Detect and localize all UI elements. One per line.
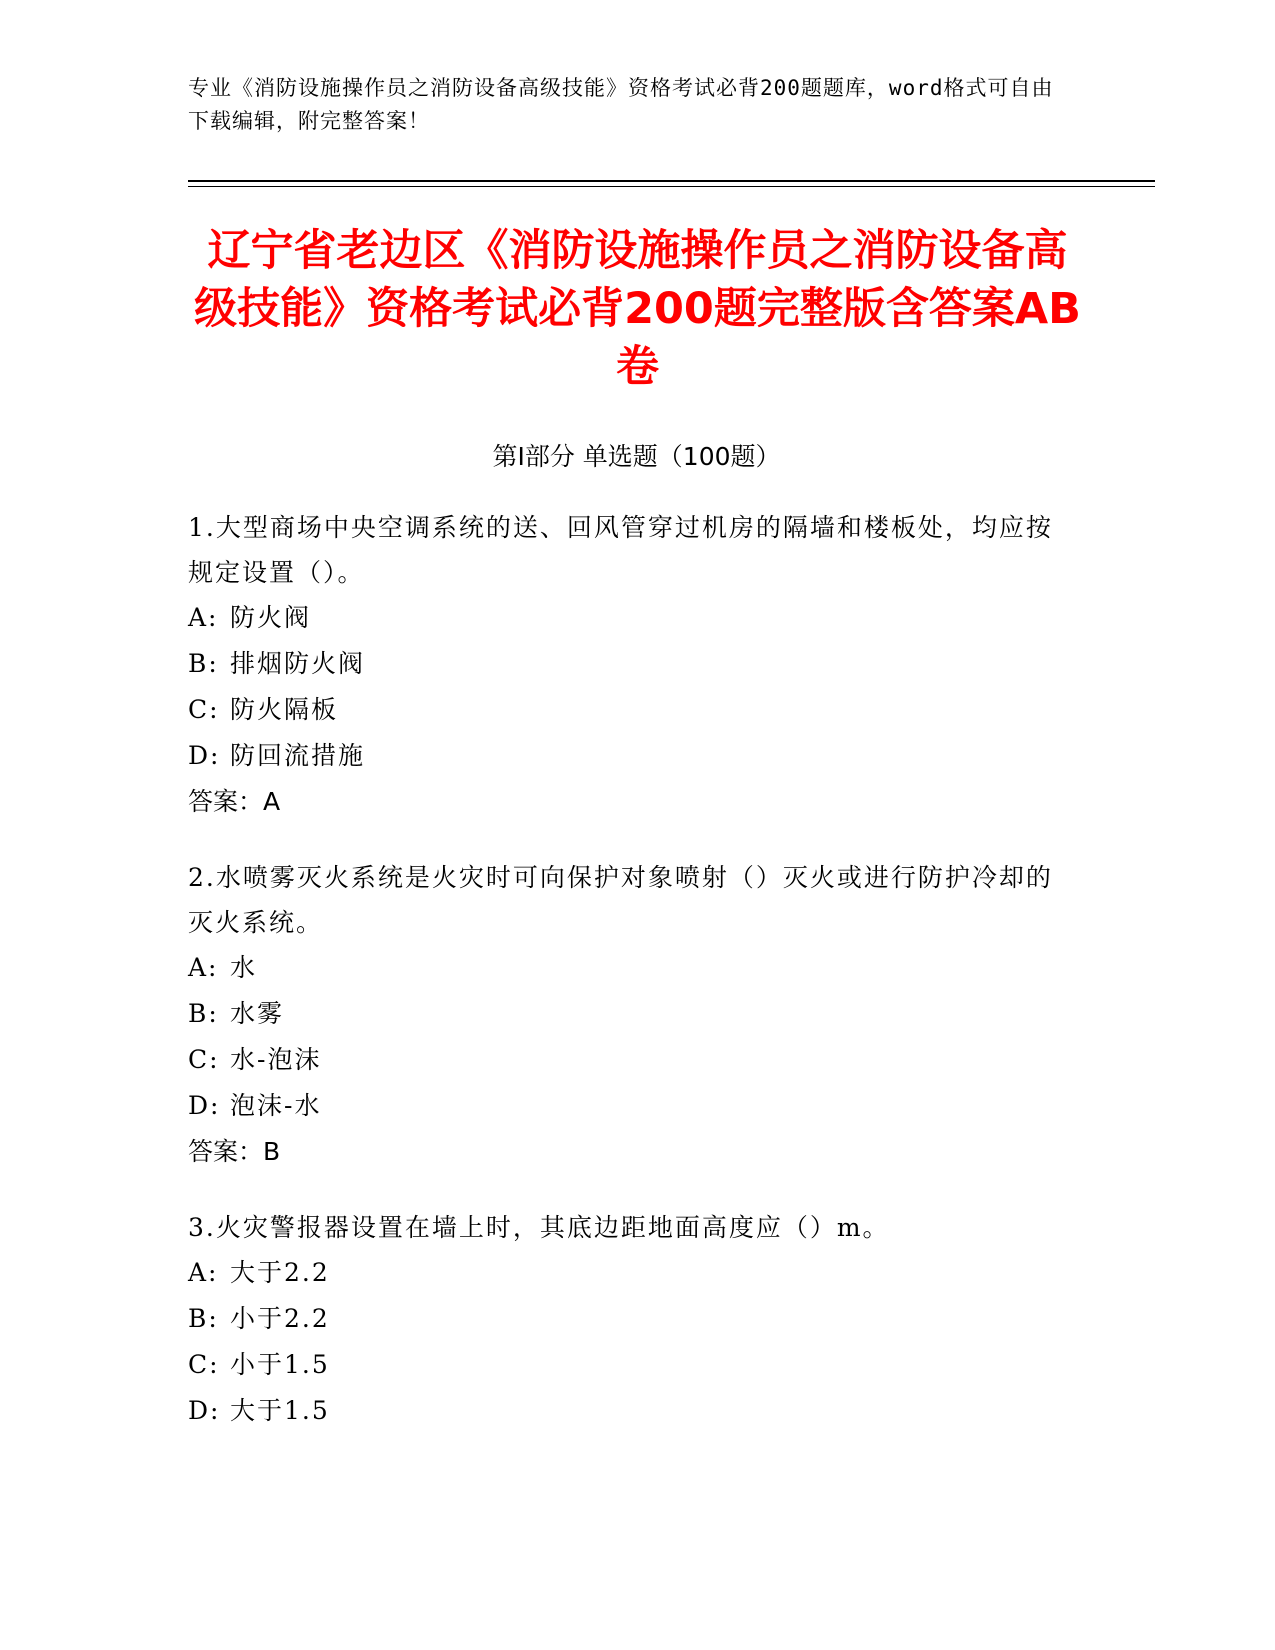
option-b [188, 641, 1068, 687]
option-text: 水雾 [230, 999, 285, 1028]
option-key: A: [188, 603, 219, 632]
option-d [188, 1083, 1068, 1129]
option-key: D: [188, 1091, 221, 1120]
option-key: D: [188, 741, 221, 770]
option-text: 大于2.2 [230, 1258, 330, 1287]
option-text: 水-泡沫 [230, 1045, 322, 1074]
option-key: C: [188, 1350, 220, 1379]
option-text: 防火阀 [230, 603, 312, 632]
option-key: B: [188, 1304, 219, 1333]
question-text: 1.大型商场中央空调系统的送、回风管穿过机房的隔墙和楼板处，均应按规定设置（）。 [188, 513, 1053, 587]
option-d [188, 1388, 1068, 1434]
option-key: D: [188, 1396, 221, 1425]
option-key: B: [188, 999, 219, 1028]
document-title: 辽宁省老边区《消防设施操作员之消防设备高级技能》资格考试必背200题完整版含答案AB卷 [194, 226, 1081, 392]
option-text: 防回流措施 [230, 741, 366, 770]
question-1 [188, 505, 1068, 825]
option-a [188, 1250, 1068, 1296]
option-c [188, 687, 1068, 733]
option-a [188, 945, 1068, 991]
option-key: C: [188, 695, 220, 724]
option-text: 小于1.5 [230, 1350, 330, 1379]
option-b [188, 1296, 1068, 1342]
option-c [188, 1037, 1068, 1083]
section-title: 第I部分 单选题（100题） [492, 442, 781, 471]
option-key: B: [188, 649, 219, 678]
header-note: 专业《消防设施操作员之消防设备高级技能》资格考试必背200题题库，word格式可自由下载编辑，附完整答案！ [188, 76, 1054, 133]
option-text: 小于2.2 [230, 1304, 330, 1333]
option-text: 防火隔板 [230, 695, 339, 724]
option-d [188, 733, 1068, 779]
answer: 答案：B [188, 1137, 281, 1166]
question-text: 3.火灾警报器设置在墙上时，其底边距地面高度应（）m。 [188, 1213, 890, 1242]
option-key: C: [188, 1045, 220, 1074]
option-c [188, 1342, 1068, 1388]
question-3 [188, 1205, 1068, 1434]
answer: 答案：A [188, 787, 281, 816]
question-2 [188, 855, 1068, 1175]
header-rule-thin [188, 186, 1155, 187]
option-text: 排烟防火阀 [230, 649, 366, 678]
header-rule-thick [188, 180, 1155, 182]
option-key: A: [188, 953, 219, 982]
option-text: 泡沫-水 [230, 1091, 322, 1120]
option-text: 大于1.5 [230, 1396, 330, 1425]
question-text: 2.水喷雾灭火系统是火灾时可向保护对象喷射（）灭火或进行防护冷却的灭火系统。 [188, 863, 1053, 937]
option-a [188, 595, 1068, 641]
option-b [188, 991, 1068, 1037]
option-key: A: [188, 1258, 219, 1287]
option-text: 水 [230, 953, 258, 982]
